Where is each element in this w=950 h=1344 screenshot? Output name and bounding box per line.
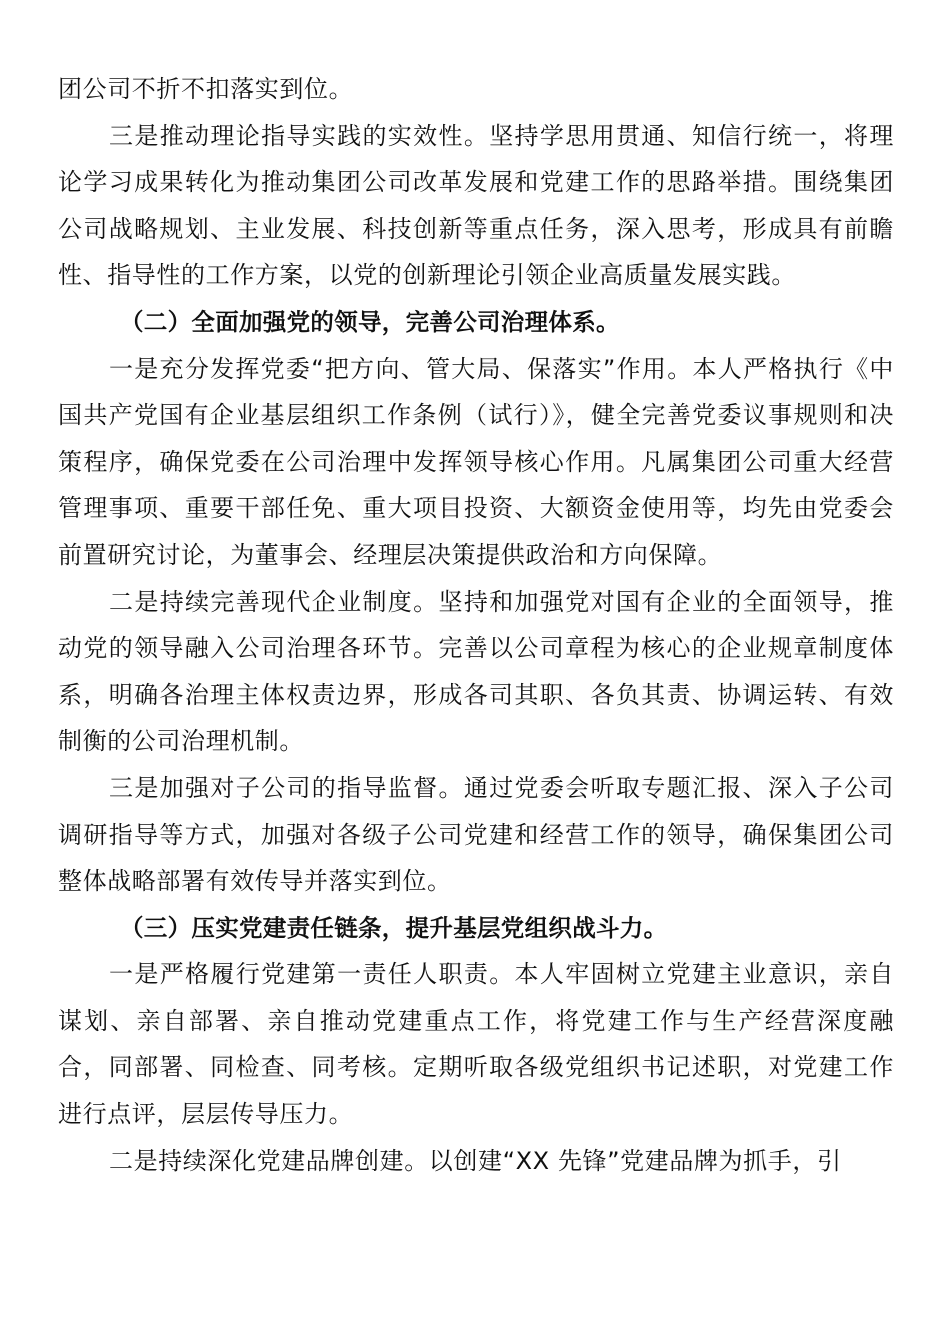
section-heading-3: （三）压实党建责任链条，提升基层党组织战斗力。 (120, 913, 668, 942)
paragraph-continuation: 团公司不折不扣落实到位。 (58, 75, 354, 103)
paragraph-party-brand: 二是持续深化党建品牌创建。以创建“XX 先锋”党建品牌为抓手，引 (109, 1146, 842, 1175)
paragraph-modern-enterprise-system: 二是持续完善现代企业制度。坚持和加强党对国有企业的全面领导，推动党的领导融入公司治理各环节。完善以公司章程为核心的企业规章制度体系，明确各治理主体权责边界，形成各司其职、各负其责、协调运转、有效制衡的公司治理机制。 (58, 587, 894, 756)
paragraph-subsidiary-supervision: 三是加强对子公司的指导监督。通过党委会听取专题汇报、深入子公司调研指导等方式，加强对各级子公司党建和经营工作的领导，确保集团公司整体战略部署有效传导并落实到位。 (58, 773, 894, 896)
paragraph-party-committee-role: 一是充分发挥党委“把方向、管大局、保落实”作用。本人严格执行《中国共产党国有企业基层组织工作条例（试行）》，健全完善党委议事规则和决策程序，确保党委在公司治理中发挥领导核心作用。凡属集团公司重大经营管理事项、重要干部任免、重大项目投资、大额资金使用等，均先由党委会前置研究讨论，为董事会、经理层决策提供政治和方向保障。 (58, 354, 894, 569)
section-heading-2: （二）全面加强党的领导，完善公司治理体系。 (120, 307, 620, 336)
paragraph-first-responsible-person: 一是严格履行党建第一责任人职责。本人牢固树立党建主业意识，亲自谋划、亲自部署、亲自推动党建重点工作，将党建工作与生产经营深度融合，同部署、同检查、同考核。定期听取各级党组织书记述职，对党建工作进行点评，层层传导压力。 (58, 960, 894, 1129)
paragraph-theory-practice: 三是推动理论指导实践的实效性。坚持学思用贯通、知信行统一，将理论学习成果转化为推动集团公司改革发展和党建工作的思路举措。围绕集团公司战略规划、主业发展、科技创新等重点任务，深入思考，形成具有前瞻性、指导性的工作方案，以党的创新理论引领企业高质量发展实践。 (58, 121, 894, 290)
document-page (58, 66, 894, 1184)
